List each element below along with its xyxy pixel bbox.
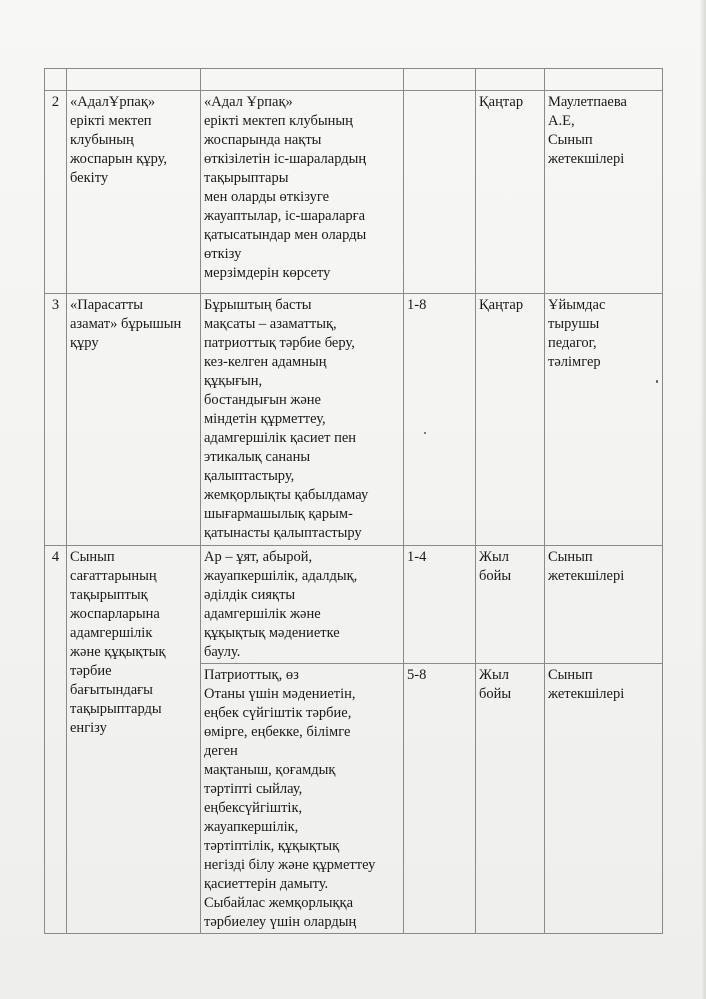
scan-speck <box>656 380 658 383</box>
scan-speck <box>424 432 426 434</box>
table-header-row <box>45 69 663 91</box>
event-title: «Парасатты азамат» бұрышын құру <box>67 294 201 546</box>
grade-range: 5-8 <box>404 664 476 934</box>
row-number: 3 <box>45 294 67 546</box>
responsible-person: Маулетпаева А.Е, Сынып жетекшілері <box>545 91 663 294</box>
grade-range: 1-4 <box>404 546 476 664</box>
header-cell <box>404 69 476 91</box>
grade-range: 1-8 <box>404 294 476 546</box>
event-date: Қаңтар <box>476 91 545 294</box>
plan-table <box>44 68 663 934</box>
row-number: 2 <box>45 91 67 294</box>
event-description: Патриоттық, өз Отаны үшін мәдениетін, еңбек сүйгіштік тәрбие, өмірге, еңбекке, білімге деген мақтаныш, қоғамдық тәртіпті сыйлау, еңбексүйгіштік, жауапкершілік, тәртіптілік, құқықтық негізді білу және құрметтеу қасиеттерін дамыту. Сыбайлас жемқорлыққа тәрбиелеу үшін олардың <box>201 664 404 934</box>
table-row <box>45 294 663 546</box>
responsible-person: Сынып жетекшілері <box>545 546 663 664</box>
event-description: «Адал Ұрпақ» ерікті мектеп клубының жоспарында нақты өткізілетін іс-шаралардың тақырыптары мен оларды өткізуге жауаптылар, іс-шараларға қатысатындар мен оларды өткізу мерзімдерін көрсету <box>201 91 404 294</box>
grade-range <box>404 91 476 294</box>
event-date: Қаңтар <box>476 294 545 546</box>
responsible-person: Ұйымдас тырушы педагог, тәлімгер <box>545 294 663 546</box>
responsible-person: Сынып жетекшілері <box>545 664 663 934</box>
header-cell <box>545 69 663 91</box>
row-number: 4 <box>45 546 67 934</box>
event-description: Ар – ұят, абырой, жауапкершілік, адалдық, әділдік сияқты адамгершілік және құқықтық мәдениетке баулу. <box>201 546 404 664</box>
header-cell <box>45 69 67 91</box>
event-title: «АдалҰрпақ» ерікті мектеп клубының жоспарын құру, бекіту <box>67 91 201 294</box>
header-cell <box>67 69 201 91</box>
page-edge <box>700 0 706 999</box>
event-title: Сынып сағаттарының тақырыптық жоспарларына адамгершілік және құқықтық тәрбие бағытындағы тақырыптарды енгізу <box>67 546 201 934</box>
event-date: Жыл бойы <box>476 546 545 664</box>
table-row <box>45 91 663 294</box>
event-date: Жыл бойы <box>476 664 545 934</box>
header-cell <box>476 69 545 91</box>
header-cell <box>201 69 404 91</box>
event-description: Бұрыштың басты мақсаты – азаматтық, патриоттық тәрбие беру, кез-келген адамның құқығын, бостандығын және міндетін құрметтеу, адамгершілік қасиет пен этикалық сананы қалыптастыру, жемқорлықты қабылдамау шығармашылық қарым- қатынасты қалыптастыру <box>201 294 404 546</box>
table-row <box>45 546 663 664</box>
